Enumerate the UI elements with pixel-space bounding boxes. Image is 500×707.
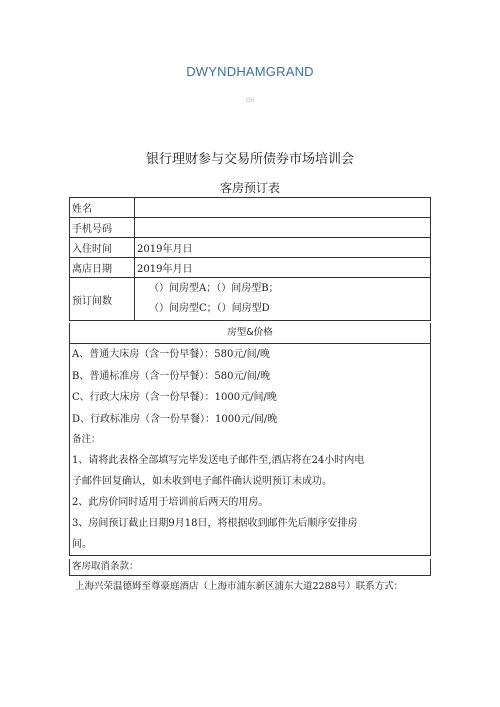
- checkout-row: [70, 258, 431, 278]
- phone-label: 手机号码: [70, 218, 135, 238]
- hotel-contact-line: 上海兴荣温德姆至尊豪庭酒店（上海市浦东新区浦东大道2288号）联系方式：: [75, 581, 404, 592]
- name-label: 姓名: [70, 198, 135, 218]
- logo-subtext: Ori: [246, 98, 254, 104]
- pricing-section: [69, 323, 431, 556]
- checkin-field[interactable]: 2019年月日: [135, 238, 431, 258]
- note-line-4: 3、房间预订截止日期9月18日，将根据收到邮件先后顺序安排房: [72, 518, 358, 529]
- note-line-3: 2、此房价同时适用于培训前后两天的用房。: [72, 497, 269, 508]
- price-item-b: B、普通标准房（含一份早餐）：580元/间/晚: [72, 370, 271, 382]
- document-title: 银行理财参与交易所债券市场培训会: [145, 152, 354, 167]
- form-title: 客房预订表: [219, 181, 280, 195]
- checkout-label: 离店日期: [70, 258, 135, 278]
- checkout-field[interactable]: 2019年月日: [135, 258, 431, 278]
- room-options-line-1: （）间房型A；（）间房型B；: [149, 283, 279, 294]
- note-line-2: 子邮件回复确认，如未收到电子邮件确认说明预订未成功。: [72, 476, 332, 487]
- price-item-c: C、行政大床房（含一份早餐）：1000元/间/晚: [72, 392, 277, 403]
- pricing-heading: 房型&价格: [70, 323, 430, 344]
- notes-heading: 备注：: [72, 434, 101, 445]
- note-line-1: 1、请将此表格全部填写完毕发送电子邮件至,酒店将在24小时内电: [72, 455, 365, 466]
- rooms-field[interactable]: [135, 278, 431, 321]
- name-field[interactable]: [135, 198, 431, 218]
- cancellation-heading: 客房取消条款：: [69, 559, 431, 576]
- note-line-5: 间。: [72, 539, 92, 550]
- name-row: [70, 198, 431, 218]
- booking-form-table: [69, 197, 431, 321]
- rooms-row: [70, 278, 431, 321]
- room-options-line-2: （）间房型C；（）间房型D: [149, 303, 270, 314]
- phone-field[interactable]: [135, 218, 431, 238]
- price-item-d: D、行政标准房（含一份早餐）：1000元/间/晚: [72, 413, 278, 425]
- hotel-logo: DWYNDHAMGRAND: [186, 64, 314, 79]
- phone-row: [70, 218, 431, 238]
- checkin-row: [70, 238, 431, 258]
- checkin-label: 入住时间: [70, 238, 135, 258]
- price-item-a: A、普通大床房（含一份早餐）：580元/间/晚: [72, 349, 271, 360]
- rooms-label: 预订间数: [70, 278, 135, 321]
